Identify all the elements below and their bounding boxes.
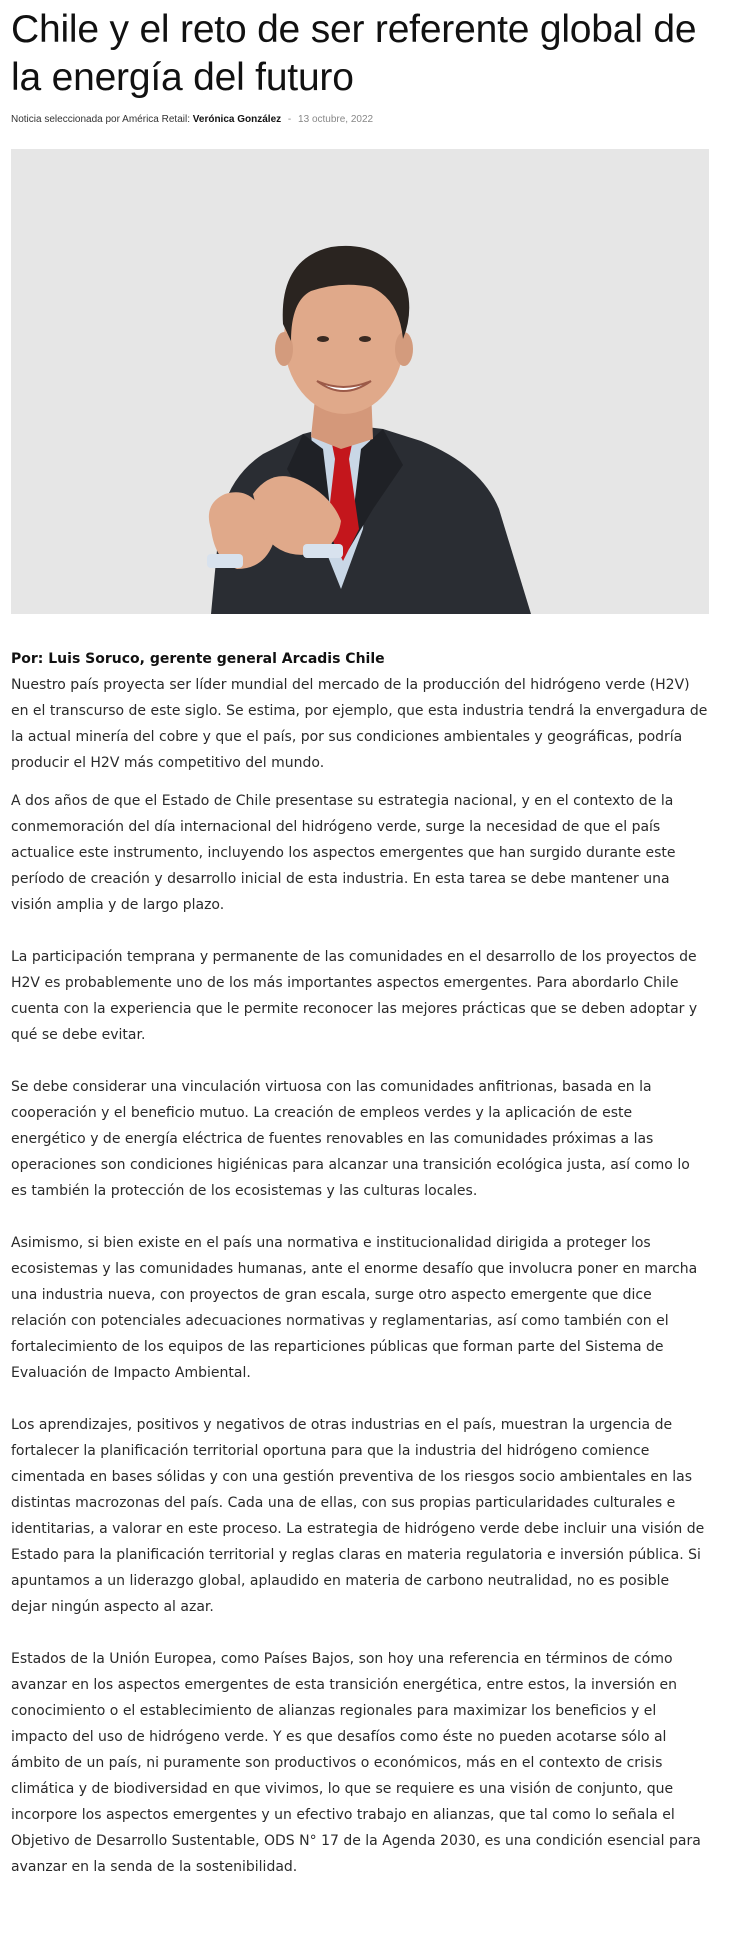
article-meta	[11, 114, 709, 125]
article-paragraph-2: A dos años de que el Estado de Chile presentase su estrategia nacional, y en el contexto de la conmemoración del día internacional del hidrógeno verde, surge la necesidad de que el país actualice este instrumento, incluyendo los aspectos emergentes que han surgido durante este período de creación y desarrollo inicial de esta industria. En esta tarea se debe mantener una visión amplia y de largo plazo.	[11, 793, 676, 913]
portrait-illustration	[11, 149, 709, 614]
article-title: Chile y el reto de ser referente global de la energía del futuro	[11, 8, 697, 99]
article-paragraph-3: La participación temprana y permanente de las comunidades en el desarrollo de los proyectos de H2V es probablemente uno de los más importantes aspectos emergentes. Para abordarlo Chile cuenta con la experiencia que le permite reconocer las mejores prácticas que se deben adoptar y qué se debe evitar.	[11, 949, 698, 1043]
article-paragraph-5: Asimismo, si bien existe en el país una normativa e institucionalidad dirigida a proteger los ecosistemas y las comunidades humanas, ante el enorme desafío que involucra poner en marcha una industria nueva, con proyectos de gran escala, surge otro aspecto emergente que dice relación con potenciales adecuaciones normativas y reglamentarias, así como también con el fortalecimiento de los equipos de las reparticiones públicas que forman parte del Sistema de Evaluación de Impacto Ambiental.	[11, 1235, 698, 1381]
portrait-photo	[11, 149, 709, 614]
article-paragraph-7: Estados de la Unión Europea, como Países Bajos, son hoy una referencia en términos de cómo avanzar en los aspectos emergentes de esta transición energética, entre estos, la inversión en conocimiento o el establecimiento de alianzas regionales para maximizar los beneficios y el impacto del uso de hidrógeno verde. Y es que desafíos como éste no pueden acotarse sólo al ámbito de un país, ni puramente son productivos o económicos, más en el contexto de crisis climática y de biodiversidad en que vivimos, lo que se requiere es una visión de conjunto, que incorpore los aspectos emergentes y un efectivo trabajo en alianzas, que tal como lo señala el Objetivo de Desarrollo Sustentable, ODS N° 17 de la Agenda 2030, es una condición esencial para avanzar en la senda de la sostenibilidad.	[11, 1651, 701, 1875]
article-date: 13 octubre, 2022	[298, 114, 374, 125]
article-body	[11, 646, 709, 1880]
article-byline: Por: Luis Soruco, gerente general Arcadis Chile	[11, 651, 385, 667]
article-paragraph-1: Nuestro país proyecta ser líder mundial del mercado de la producción del hidrógeno verde (H2V) en el transcurso de este siglo. Se estima, por ejemplo, que esta industria tendrá la envergadura de la actual minería del cobre y que el país, por sus condiciones ambientales y geográficas, podría producir el H2V más competitivo del mundo.	[11, 677, 708, 771]
article-paragraph-4: Se debe considerar una vinculación virtuosa con las comunidades anfitrionas, basada en la cooperación y el beneficio mutuo. La creación de empleos verdes y la aplicación de este energético y de energía eléctrica de fuentes renovables en las comunidades próximas a las operaciones son condiciones higiénicas para alcanzar una transición ecológica justa, así como lo es también la protección de los ecosistemas y las culturas locales.	[11, 1079, 690, 1199]
meta-prefix: Noticia seleccionada por América Retail:	[11, 114, 190, 125]
meta-separator: -	[287, 114, 292, 125]
article-paragraph-6: Los aprendizajes, positivos y negativos de otras industrias en el país, muestran la urgencia de fortalecer la planificación territorial oportuna para que la industria del hidrógeno comience cimentada en bases sólidas y con una gestión preventiva de los riesgos socio ambientales en las distintas macrozonas del país. Cada una de ellas, con sus propias particularidades culturales e identitarias, a valorar en este proceso. La estrategia de hidrógeno verde debe incluir una visión de Estado para la planificación territorial y reglas claras en materia regulatoria e inversión pública. Si apuntamos a un liderazgo global, aplaudido en materia de carbono neutralidad, no es posible dejar ningún aspecto al azar.	[11, 1417, 705, 1615]
author-link[interactable]: Verónica González	[192, 114, 282, 125]
